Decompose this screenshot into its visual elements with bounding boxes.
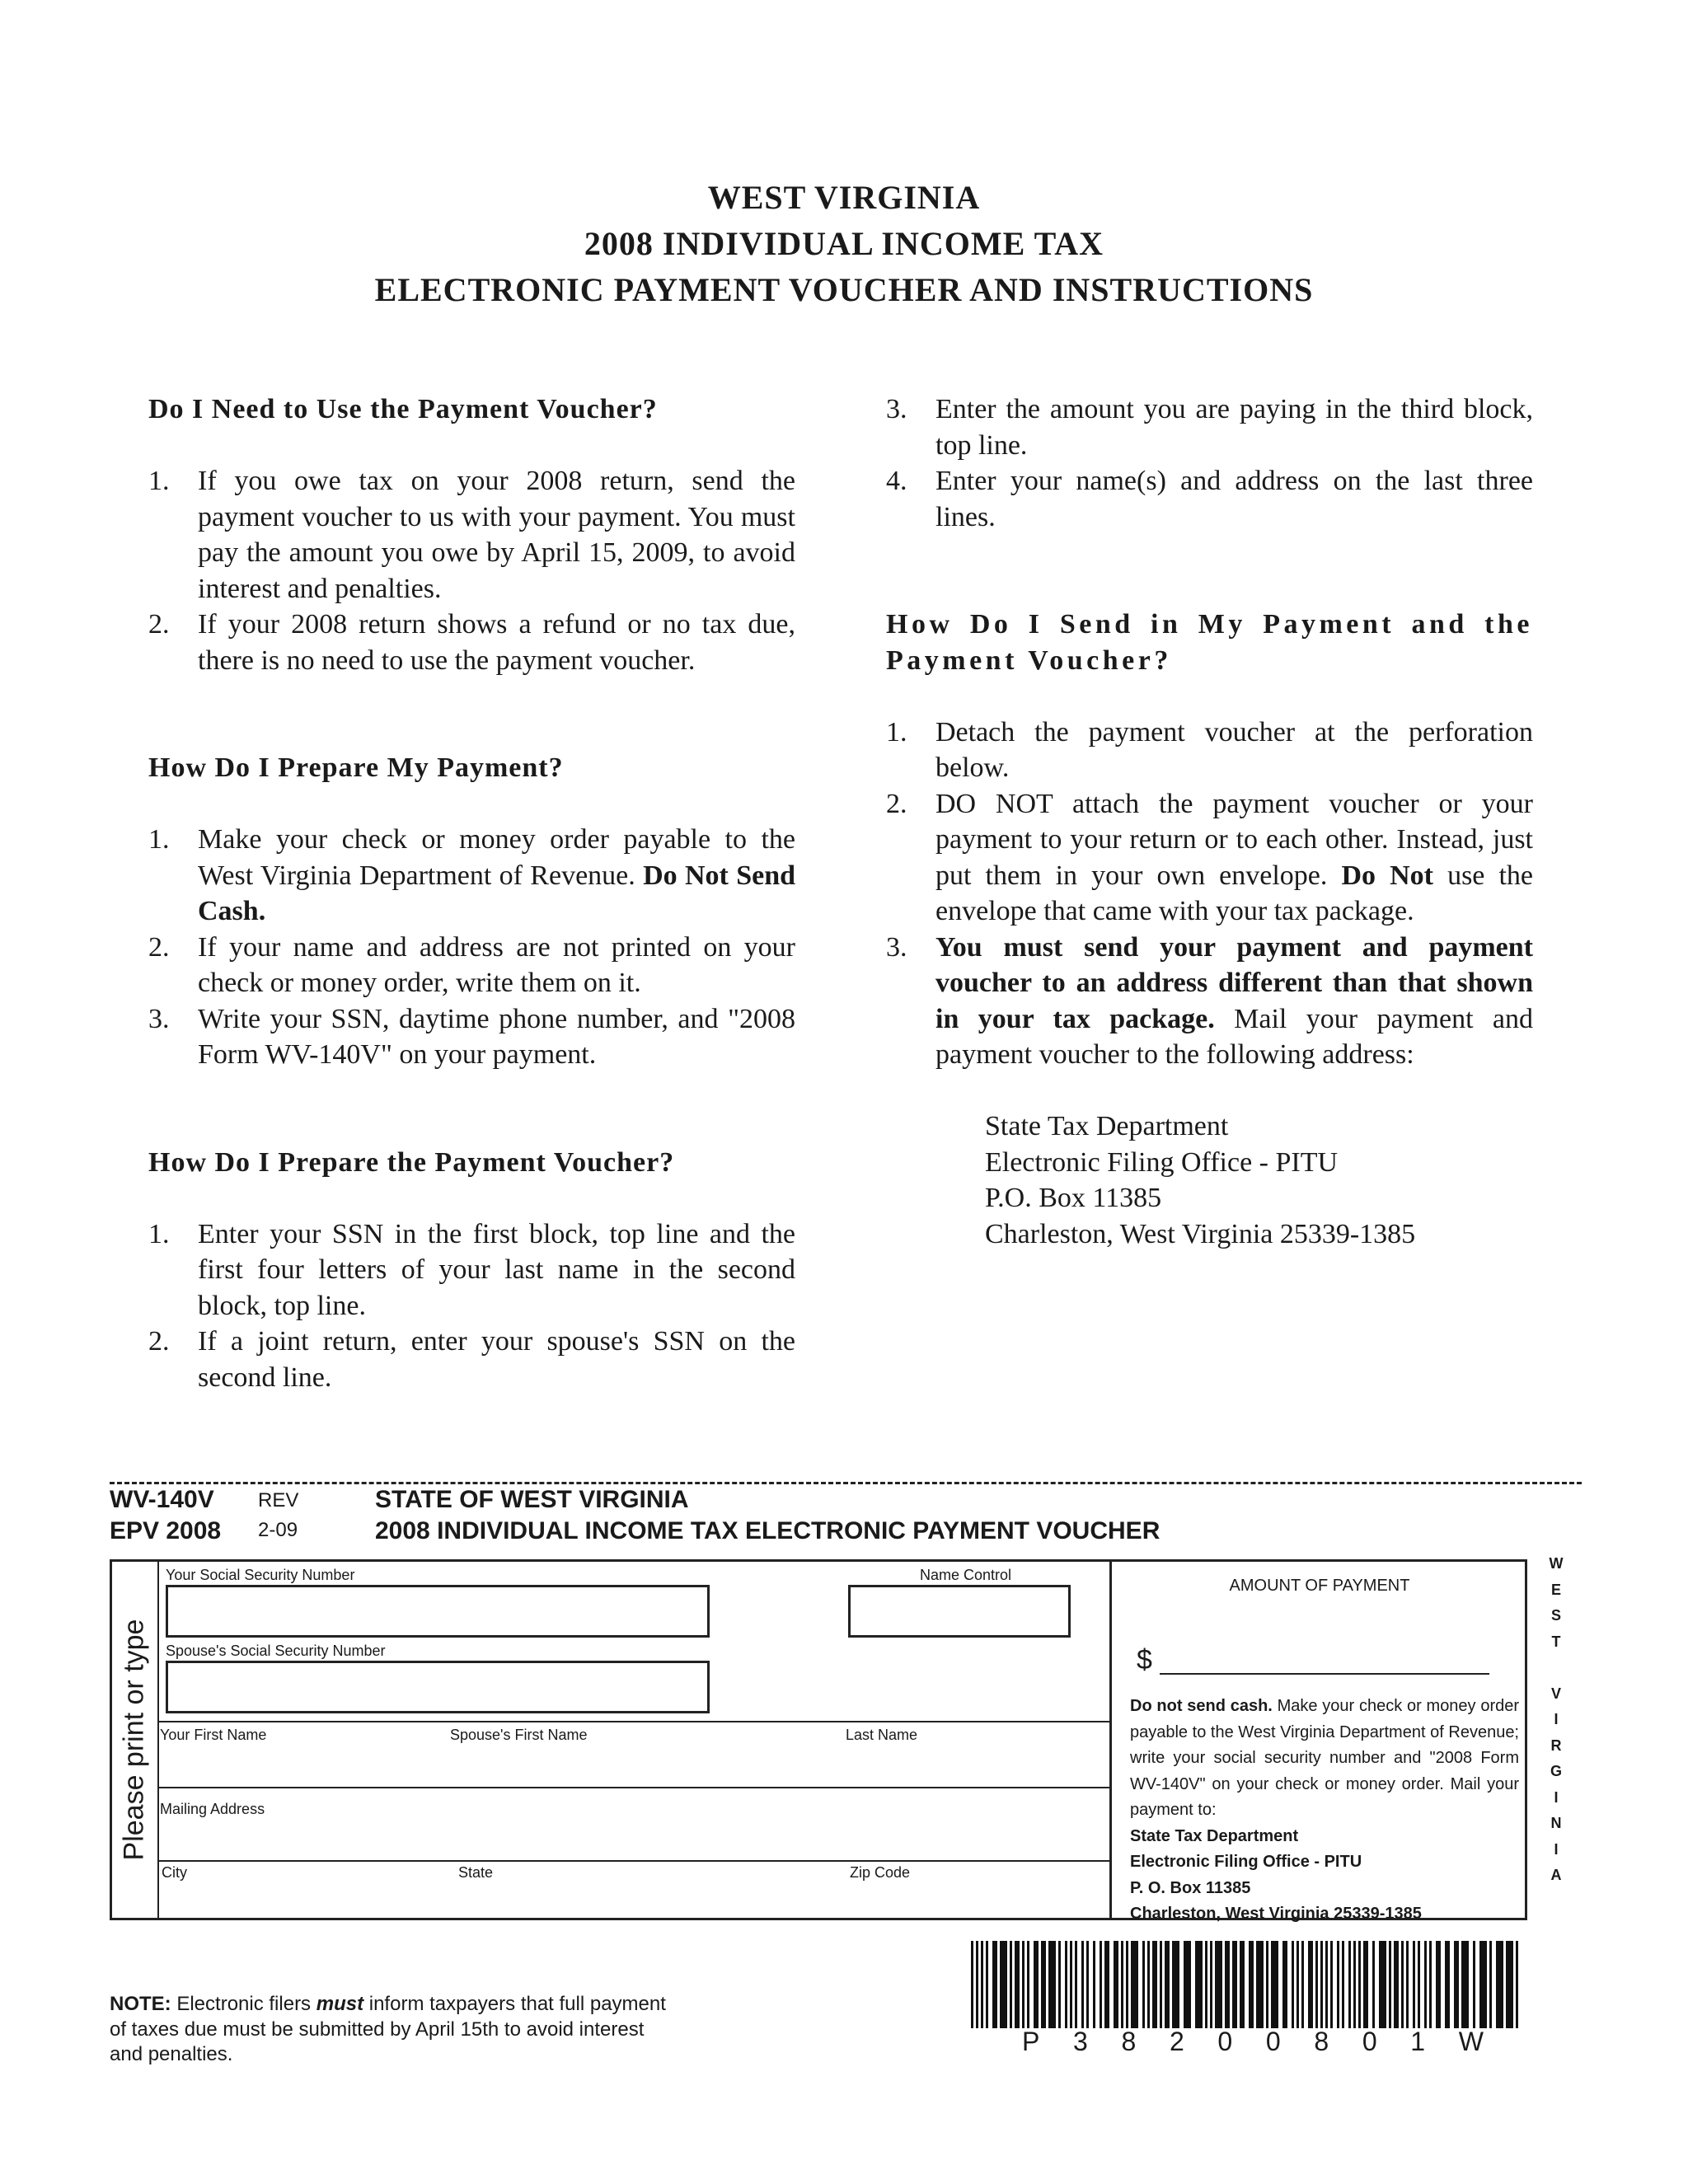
list-item: 3. Enter the amount you are paying in the third block, top line.: [886, 394, 1533, 461]
address-line: Charleston, West Virginia 25339-1385: [1130, 1905, 1422, 1923]
title-line-1: WEST VIRGINIA: [707, 179, 981, 216]
ssn-field[interactable]: [166, 1585, 710, 1638]
city-state-zip-field[interactable]: [160, 1882, 1108, 1915]
zip-code-label: Zip Code: [850, 1864, 911, 1881]
spouse-first-name-label: Spouse's First Name: [450, 1727, 588, 1743]
section-heading-prepare-voucher: How Do I Prepare the Payment Voucher?: [148, 1146, 675, 1178]
print-instruction-column: [112, 1562, 159, 1918]
list-item: 2. If a joint return, enter your spouse's SSN on the second line.: [148, 1326, 795, 1393]
list-item: 3. You must send your payment and payment voucher to an address different than that shown in your tax package. Mail your payment and payment voucher to the following address:: [886, 931, 1533, 1070]
address-line: Charleston, West Virginia 25339-1385: [985, 1218, 1416, 1249]
voucher-header: [110, 1484, 1593, 1550]
electronic-filer-note: NOTE: Electronic filers must inform taxpayers that full payment of taxes due must be submitted by April 15th to avoid interest and penalties.: [110, 1993, 666, 2065]
vertical-state-label: [1544, 1551, 1568, 1889]
amount-label: AMOUNT OF PAYMENT: [1229, 1577, 1410, 1595]
list-item: 2. If your name and address are not printed on your check or money order, write them on it.: [148, 931, 795, 998]
amount-note: Do not send cash. Make your check or money order payable to the West Virginia Department of Revenue; write your social security number and "2008 Form WV-140V" on your check or money order. Mail your payment to: State Tax Department Electronic Filing Office - PITU P. O. Box 11385 Charleston, West Virginia 25339-1385: [1130, 1694, 1519, 1928]
list-prepare-voucher: [148, 1216, 795, 1396]
state-label: State: [458, 1864, 494, 1881]
title-line-3: ELECTRONIC PAYMENT VOUCHER AND INSTRUCTIONS: [374, 271, 1314, 308]
form-id: WV-140V EPV 2008: [110, 1486, 222, 1544]
section-heading-prepare-payment: How Do I Prepare My Payment?: [148, 752, 564, 783]
state-letter: R: [1550, 1736, 1562, 1754]
list-item: 1. Make your check or money order payable to the West Virginia Department of Revenue. Do Not Send Cash.: [148, 824, 796, 926]
section-heading-send: How Do I Send in My Payment and the Payment Voucher?: [886, 609, 1533, 676]
ssn-label: Your Social Security Number: [166, 1567, 355, 1583]
first-name-label: Your First Name: [160, 1727, 267, 1743]
state-letter: [1544, 1655, 1568, 1681]
list-prepare-payment: [148, 822, 795, 1073]
print-label: Please print or type: [118, 1619, 150, 1861]
address-line: State Tax Department: [985, 1111, 1229, 1141]
amount-of-payment-section: [1109, 1562, 1527, 1923]
last-name-label: Last Name: [846, 1727, 918, 1743]
section-heading-need: Do I Need to Use the Payment Voucher?: [148, 394, 658, 424]
state-letter: T: [1551, 1633, 1561, 1650]
page-title: [0, 175, 1688, 313]
list-item: 3. Write your SSN, daytime phone number, and "2008 Form WV-140V" on your payment.: [148, 1003, 795, 1070]
name-control-label: Name Control: [920, 1567, 1012, 1583]
spouse-ssn-label: Spouse's Social Security Number: [166, 1643, 386, 1659]
name-control-field[interactable]: [848, 1585, 1071, 1638]
state-letter: A: [1550, 1867, 1562, 1883]
state-letter: I: [1554, 1788, 1559, 1806]
address-line: P.O. Box 11385: [985, 1183, 1162, 1213]
list-item: 1. Detach the payment voucher at the perforation below.: [886, 716, 1533, 783]
address-line: Electronic Filing Office - PITU: [1130, 1853, 1362, 1871]
list-item: 4. Enter your name(s) and address on the last three lines.: [886, 466, 1533, 532]
state-letter: G: [1550, 1763, 1562, 1779]
state-letter: I: [1554, 1711, 1559, 1727]
state-letter: E: [1550, 1581, 1561, 1598]
spouse-ssn-field[interactable]: [166, 1661, 710, 1713]
payment-voucher: [110, 1559, 1527, 1923]
list-item: 1. Enter your SSN in the first block, top line and the first four letters of your last name in the second block, top line.: [148, 1218, 795, 1321]
instructions-right-column: [886, 391, 1533, 1252]
list-prepare-voucher-cont: [886, 391, 1533, 535]
state-letter: V: [1550, 1685, 1561, 1702]
barcode: [971, 1941, 1525, 2036]
amount-field[interactable]: [1160, 1673, 1489, 1675]
list-item: 2. If your 2008 return shows a refund or no tax due, there is no need to use the payment voucher.: [148, 609, 795, 676]
state-letter: S: [1550, 1607, 1561, 1624]
mailing-address-field[interactable]: [160, 1819, 1108, 1857]
voucher-title: STATE OF WEST VIRGINIA 2008 INDIVIDUAL INCOME TAX ELECTRONIC PAYMENT VOUCHER: [375, 1486, 1160, 1544]
name-field[interactable]: [160, 1745, 1108, 1784]
barcode-text: P 3 8 2 0 0 8 0 1 W: [1022, 2027, 1484, 2056]
voucher-address: [1130, 1824, 1519, 1928]
mailing-address: [886, 1108, 1533, 1252]
address-line: State Tax Department: [1130, 1826, 1299, 1845]
dollar-sign: $: [1137, 1644, 1152, 1675]
list-item: 1. If you owe tax on your 2008 return, send the payment voucher to us with your payment. You must pay the amount you owe by April 15, 2009, to avoid interest and penalties.: [148, 466, 795, 604]
address-line: Electronic Filing Office - PITU: [985, 1146, 1339, 1178]
revision-label: REV 2-09: [258, 1489, 299, 1541]
state-letter: W: [1549, 1555, 1564, 1572]
state-letter: N: [1550, 1815, 1562, 1831]
address-line: P. O. Box 11385: [1130, 1878, 1251, 1897]
state-letter: I: [1554, 1840, 1559, 1858]
list-send: [886, 715, 1533, 1073]
title-line-2: 2008 INDIVIDUAL INCOME TAX: [584, 225, 1104, 262]
city-label: City: [162, 1864, 187, 1881]
list-need: [148, 463, 795, 678]
instructions-left-column: [148, 391, 795, 1395]
mailing-address-label: Mailing Address: [160, 1801, 265, 1817]
list-item: 2. DO NOT attach the payment voucher or your payment to your return or to each other. Instead, just put them in your own envelope. Do Not use the envelope that came with your tax package.: [886, 788, 1534, 926]
